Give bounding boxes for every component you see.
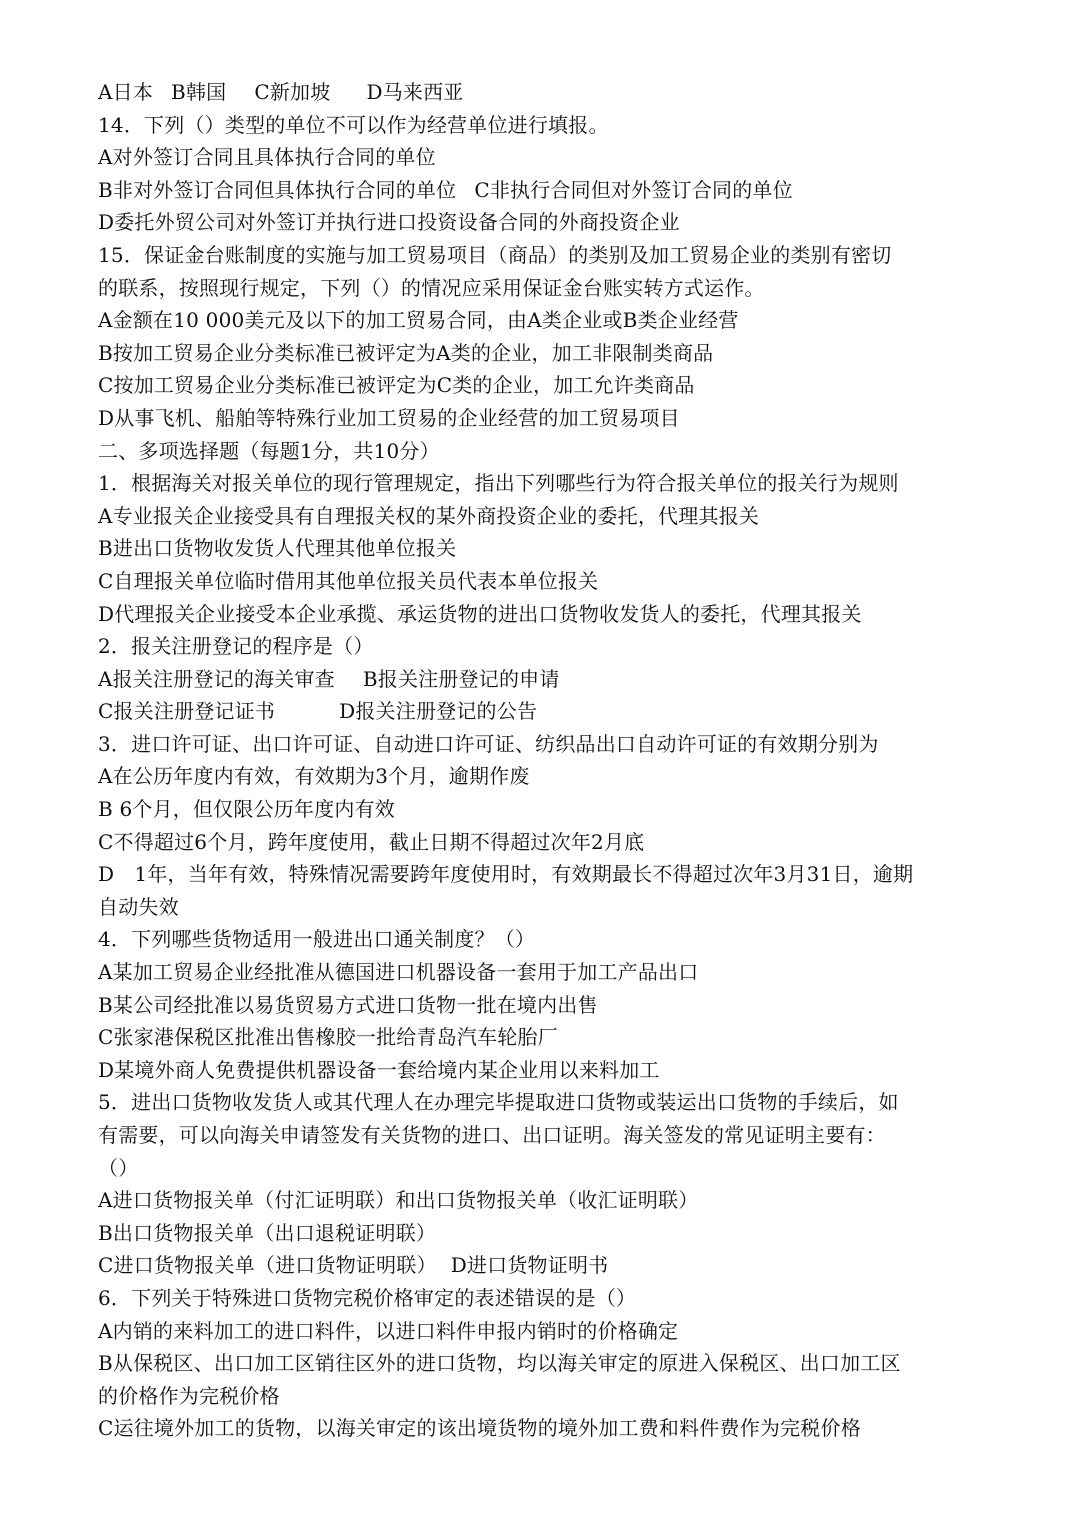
m1-option-a: A专业报关企业接受具有自理报关权的某外商投资企业的委托，代理其报关 xyxy=(98,503,760,528)
m5-stem-line-1: 5．进出口货物收发货人或其代理人在办理完毕提取进口货物或装运出口货物的手续后，如 xyxy=(98,1090,899,1115)
m5-option-d: D进口货物证明书 xyxy=(450,1253,609,1278)
q13-option-c: C新加坡 xyxy=(254,80,331,104)
q15-option-c: C按加工贸易企业分类标准已被评定为C类的企业，加工允许类商品 xyxy=(98,373,695,398)
q15-stem-line-1: 15．保证金台账制度的实施与加工贸易项目（商品）的类别及加工贸易企业的类别有密切 xyxy=(98,242,892,267)
m4-option-b: B某公司经批准以易货贸易方式进口货物一批在境内出售 xyxy=(98,992,598,1017)
m3-option-d-line-2: 自动失效 xyxy=(98,894,179,919)
m1-option-c: C自理报关单位临时借用其他单位报关员代表本单位报关 xyxy=(98,568,599,593)
m2-option-c: C报关注册登记证书 xyxy=(98,699,276,724)
m1-option-b: B进出口货物收发货人代理其他单位报关 xyxy=(98,536,457,561)
q15-stem-line-2: 的联系，按照现行规定，下列（）的情况应采用保证金台账实转方式运作。 xyxy=(98,275,765,300)
m3-option-b: B 6个月，但仅限公历年度内有效 xyxy=(98,797,395,822)
m6-option-b-line-2: 的价格作为完税价格 xyxy=(98,1383,280,1408)
m2-option-b: B报关注册登记的申请 xyxy=(362,666,560,691)
m4-option-d: D某境外商人免费提供机器设备一套给境内某企业用以来料加工 xyxy=(98,1057,660,1082)
m5-option-b: B出口货物报关单（出口退税证明联） xyxy=(98,1220,437,1245)
q15-option-b: B按加工贸易企业分类标准已被评定为A类的企业，加工非限制类商品 xyxy=(98,340,714,365)
m3-option-d-line-1: D 1年，当年有效，特殊情况需要跨年度使用时，有效期最长不得超过次年3月31日，逾期 xyxy=(98,862,914,887)
m5-stem-line-3: （） xyxy=(98,1155,139,1180)
m5-option-c: C进口货物报关单（进口货物证明联） xyxy=(98,1253,437,1278)
q15-option-a: A金额在10 000美元及以下的加工贸易合同，由A类企业或B类企业经营 xyxy=(98,308,739,333)
q13-options xyxy=(98,76,998,109)
m5-stem-line-2: 有需要，可以向海关申请签发有关货物的进口、出口证明。海关签发的常见证明主要有： xyxy=(98,1123,886,1147)
m2-option-d: D报关注册登记的公告 xyxy=(339,699,538,724)
q14-options-bc xyxy=(98,174,998,207)
m5-options-cd xyxy=(98,1249,998,1282)
m6-stem: 6．下列关于特殊进口货物完税价格审定的表述错误的是（） xyxy=(98,1285,637,1310)
m1-stem: 1．根据海关对报关单位的现行管理规定，指出下列哪些行为符合报关单位的报关行为规则 xyxy=(98,471,899,496)
m4-option-c: C张家港保税区批准出售橡胶一批给青岛汽车轮胎厂 xyxy=(98,1025,558,1050)
q15-option-d: D从事飞机、船舶等特殊行业加工贸易的企业经营的加工贸易项目 xyxy=(98,405,680,430)
m2-options-cd xyxy=(98,695,998,728)
m3-stem: 3．进口许可证、出口许可证、自动进口许可证、纺织品出口自动许可证的有效期分别为 xyxy=(98,731,879,756)
q14-option-c: C非执行合同但对外签订合同的单位 xyxy=(474,177,793,202)
q14-option-d: D委托外贸公司对外签订并执行进口投资设备合同的外商投资企业 xyxy=(98,210,680,235)
m4-stem: 4．下列哪些货物适用一般进出口通关制度？（） xyxy=(98,927,536,952)
exam-text xyxy=(98,76,998,1445)
q13-option-b: B韩国 xyxy=(171,80,227,104)
m1-option-d: D代理报关企业接受本企业承揽、承运货物的进出口货物收发货人的委托，代理其报关 xyxy=(98,601,862,626)
q14-option-b: B非对外签订合同但具体执行合同的单位 xyxy=(98,177,457,202)
section-2-title: 二、多项选择题（每题1分，共10分） xyxy=(98,438,440,463)
q13-option-d: D马来西亚 xyxy=(366,80,464,104)
m3-option-c: C不得超过6个月，跨年度使用，截止日期不得超过次年2月底 xyxy=(98,829,645,854)
m2-options-ab xyxy=(98,663,998,696)
m4-option-a: A某加工贸易企业经批准从德国进口机器设备一套用于加工产品出口 xyxy=(98,960,699,985)
q13-option-a: A日本 xyxy=(98,80,154,104)
m2-stem: 2．报关注册登记的程序是（） xyxy=(98,634,374,659)
m6-option-c: C运往境外加工的货物，以海关审定的该出境货物的境外加工费和料件费作为完税价格 xyxy=(98,1416,861,1441)
m2-option-a: A报关注册登记的海关审查 xyxy=(98,666,335,691)
q14-option-a: A对外签订合同且具体执行合同的单位 xyxy=(98,145,436,170)
q14-stem: 14．下列（）类型的单位不可以作为经营单位进行填报。 xyxy=(98,112,609,137)
m3-option-a: A在公历年度内有效，有效期为3个月，逾期作废 xyxy=(98,764,530,789)
m6-option-a: A内销的来料加工的进口料件，以进口料件申报内销时的价格确定 xyxy=(98,1318,679,1343)
m5-option-a: A进口货物报关单（付汇证明联）和出口货物报关单（收汇证明联） xyxy=(98,1188,699,1213)
m6-option-b-line-1: B从保税区、出口加工区销往区外的进口货物，均以海关审定的原进入保税区、出口加工区 xyxy=(98,1351,901,1376)
